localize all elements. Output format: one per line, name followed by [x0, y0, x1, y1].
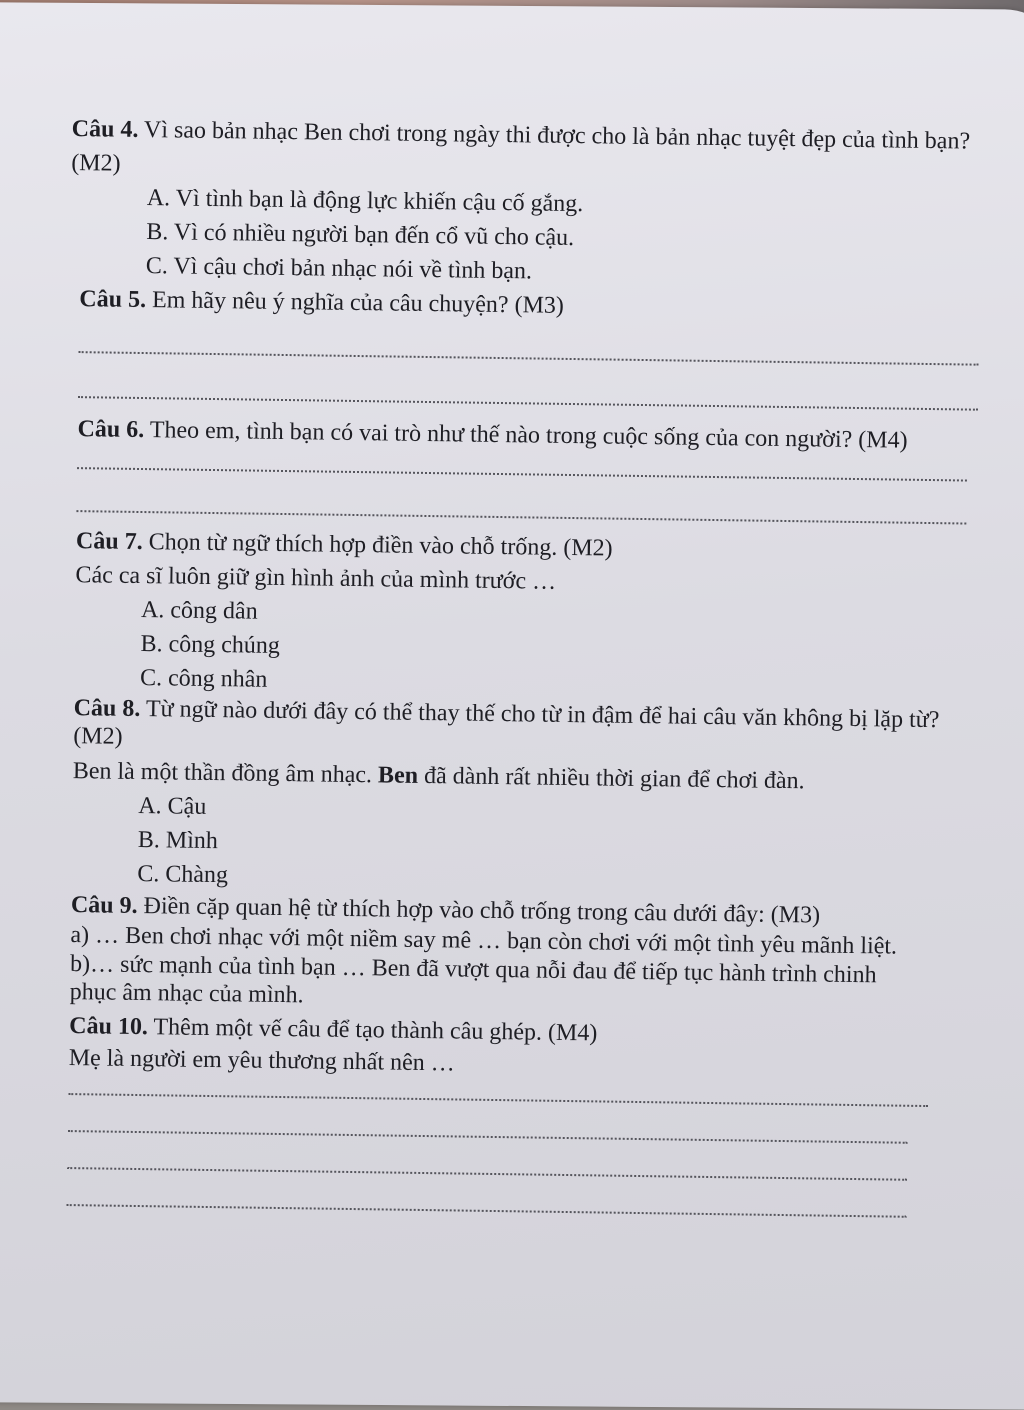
question-5-label: Câu 5. — [79, 286, 147, 314]
question-9-item-a: a) … Ben chơi nhạc với một niềm say mê … bạn còn chơi với một tình yêu mãnh liệt. — [70, 922, 898, 960]
question-4 — [71, 112, 1012, 193]
question-6-label: Câu 6. — [77, 416, 145, 444]
question-7-option-c: C. công nhân — [139, 665, 268, 693]
question-10-text: Thêm một vế câu để tạo thành câu ghép. (M4) — [147, 1014, 598, 1047]
question-8-text: Từ ngữ nào dưới đây có thể thay thế cho từ in đậm để hai câu văn không bị lặp từ? (M2) — [73, 696, 940, 750]
question-7-option-a: A. công dân — [140, 597, 258, 625]
worksheet — [57, 112, 1012, 1219]
question-8-label: Câu 8. — [73, 695, 141, 723]
question-9-text: Điền cặp quan hệ từ thích hợp vào chỗ trống trong câu dưới đây: (M3) — [137, 892, 821, 929]
question-4-option-a: A. Vì tình bạn là động lực khiến cậu cố gắng. — [146, 185, 584, 218]
question-8-sentence-a: Ben là một thần đồng âm nhạc. — [72, 758, 379, 789]
question-8-option-b: B. Mình — [137, 826, 219, 855]
question-7-option-b: B. công chúng — [140, 631, 281, 659]
question-8 — [73, 694, 954, 762]
question-4-option-c: C. Vì cậu chơi bản nhạc nói về tình bạn. — [145, 253, 533, 285]
question-9-label: Câu 9. — [70, 892, 138, 919]
question-4-option-b: B. Vì có nhiều người bạn đến cổ vũ cho cậu. — [146, 219, 575, 252]
question-4-text: Vì sao bản nhạc Ben chơi trong ngày thi được cho là bản nhạc tuyệt đẹp của tình bạn? (M2) — [71, 116, 971, 177]
question-8-option-c: C. Chàng — [137, 860, 229, 889]
question-8-option-a: A. Cậu — [138, 792, 207, 820]
question-5-text: Em hãy nêu ý nghĩa của câu chuyện? (M3) — [145, 287, 565, 319]
question-8-sentence-b: đã dành rất nhiều thời gian để chơi đàn. — [417, 762, 805, 795]
question-10-label: Câu 10. — [69, 1013, 149, 1041]
question-6-text: Theo em, tình bạn có vai trò như thế nào trong cuộc sống của con người? (M4) — [144, 417, 908, 454]
question-7-label: Câu 7. — [75, 528, 143, 556]
question-9-item-b: b)… sức mạnh của tình bạn … Ben đã vượt qua nỗi đau để tiếp tục hành trình chinh phục âm nhạc của mình. — [69, 951, 877, 1009]
question-10-prompt: Mẹ là người em yêu thương nhất nên … — [68, 1045, 455, 1077]
question-7-prompt: Các ca sĩ luôn giữ gìn hình ảnh của mình trước … — [75, 562, 557, 595]
question-4-label: Câu 4. — [71, 115, 139, 143]
question-7-text: Chọn từ ngữ thích hợp điền vào chỗ trống. (M2) — [142, 529, 613, 562]
question-8-bold-word: Ben — [377, 762, 419, 789]
